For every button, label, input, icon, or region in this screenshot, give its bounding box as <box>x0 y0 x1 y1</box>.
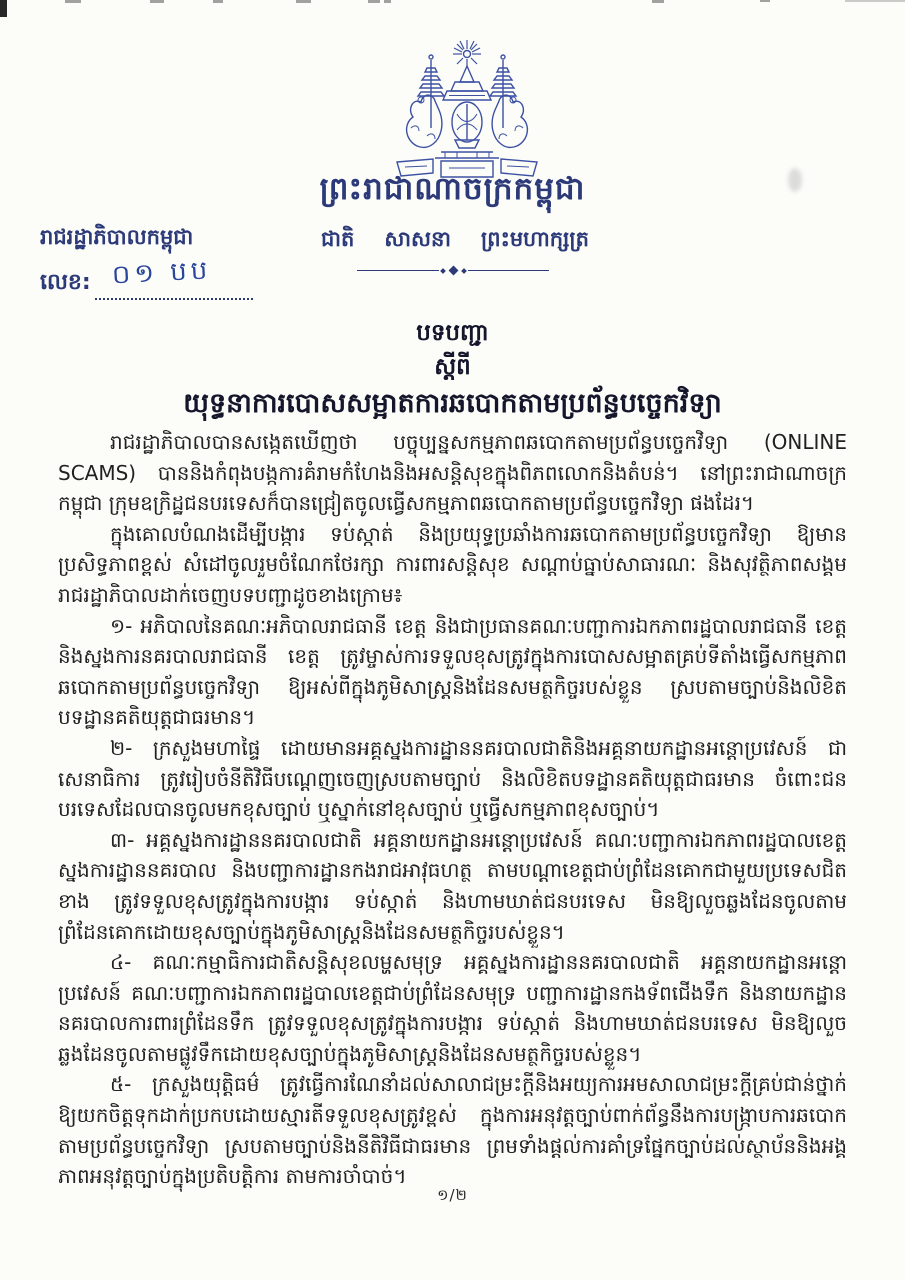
document-body <box>58 427 847 1192</box>
motto-divider-ornament <box>357 266 549 275</box>
scan-artifact <box>0 0 7 17</box>
scan-artifact <box>652 0 664 3</box>
paragraph-intro-1: រាជរដ្ឋាភិបាលបានសង្កេតឃើញថា បច្ចុប្បន្នសកម្មភាពឆបោកតាមប្រព័ន្ធបច្ចេកវិទ្យា (ONLINE SCAMS) បាននិងកំពុងបង្កការគំរាមកំហែងនិងអសន្តិសុខក្នុងពិភពលោកនិងតំបន់។ នៅព្រះរាជាណាចក្រកម្ពុជា ក្រុមឧក្រិដ្ឋជនបរទេសក៏បានជ្រៀតចូលធ្វើសកម្មភាពឆបោកតាមប្រព័ន្ធបច្ចេកវិទ្យា ផងដែរ។ <box>58 430 847 516</box>
handwritten-number: ០១ បប <box>111 255 212 291</box>
document-title-block <box>0 316 905 424</box>
scan-artifact <box>368 0 380 3</box>
scan-artifact <box>213 0 223 3</box>
paragraph-item-5: ៥- ក្រសួងយុត្តិធម៌ ត្រូវធ្វើការណែនាំដល់សាលាជម្រះក្តីនិងអយ្យការអមសាលាជម្រះក្តីគ្រប់ជាន់ថ្នាក់ ឱ្យយកចិត្តទុកដាក់ប្រកបដោយស្មារតីទទួលខុសត្រូវខ្ពស់ ក្នុងការអនុវត្តច្បាប់ពាក់ព័ន្ធនឹងការបង្ក្រាបការឆបោកតាមប្រព័ន្ធបច្ចេកវិទ្យា ស្របតាមច្បាប់និងនីតិវិធីជាធរមាន ព្រមទាំងផ្តល់ការគាំទ្រផ្នែកច្បាប់ដល់ស្ថាប័ននិងអង្គភាពអនុវត្តច្បាប់ក្នុងប្រតិបត្តិការ តាមការចាំបាច់។ <box>58 1072 847 1189</box>
scan-artifact <box>296 0 311 3</box>
number-label: លេខ: <box>40 270 91 295</box>
paragraph-item-1: ១- អភិបាលនៃគណៈអភិបាលរាជធានី ខេត្ត និងជាប្រធានគណៈបញ្ជាការឯកភាពរដ្ឋបាលរាជធានី ខេត្ត និងស្នងការនគរបាលរាជធានី ខេត្ត ត្រូវម្ចាស់ការទទួលខុសត្រូវក្នុងការបោសសម្អាតគ្រប់ទីតាំងធ្វើសកម្មភាពឆបោកតាមប្រព័ន្ធបច្ចេកវិទ្យា ឱ្យអស់ពីក្នុងភូមិសាស្ត្រនិងដែនសមត្ថកិច្ចរបស់ខ្លួន ស្របតាមច្បាប់និងលិខិតបទដ្ឋានគតិយុត្តជាធរមាន។ <box>58 613 847 730</box>
title-doc-type: បទបញ្ជា <box>416 320 489 346</box>
royal-arms-of-cambodia-icon <box>383 32 551 184</box>
scan-artifact <box>65 0 81 3</box>
scan-artifact <box>845 0 905 2</box>
motto-word-nation: ជាតិ <box>321 227 355 251</box>
national-motto <box>255 226 655 257</box>
document-number-line <box>40 255 253 308</box>
paragraph-item-4: ៤- គណៈកម្មាធិការជាតិសន្តិសុខលម្ហសមុទ្រ អគ្គស្នងការដ្ឋាននគរបាលជាតិ អគ្គនាយកដ្ឋានអន្តោប្រវេសន៍ គណៈបញ្ជាការឯកភាពរដ្ឋបាលខេត្តជាប់ព្រំដែនសមុទ្រ បញ្ជាការដ្ឋានកងទ័ពជើងទឹក និងនាយកដ្ឋាននគរបាលការពារព្រំដែនទឹក ត្រូវទទួលខុសត្រូវក្នុងការបង្ការ ទប់ស្កាត់ និងហាមឃាត់ជនបរទេស មិនឱ្យលួចឆ្លងដែនចូលតាមផ្លូវទឹកដោយខុសច្បាប់ក្នុងភូមិសាស្ត្រនិងដែនសមត្ថកិច្ចរបស់ខ្លួន។ <box>58 950 847 1066</box>
scan-artifact <box>150 0 164 3</box>
page-number: ១/២ <box>437 1186 468 1204</box>
scan-artifact <box>760 0 770 2</box>
motto-word-king: ព្រះមហាក្សត្រ <box>481 227 589 251</box>
government-label: រាជរដ្ឋាភិបាលកម្ពុជា <box>40 225 194 249</box>
paragraph-item-2: ២- ក្រសួងមហាផ្ទៃ ដោយមានអគ្គស្នងការដ្ឋាននគរបាលជាតិនិងអគ្គនាយកដ្ឋានអន្តោប្រវេសន៍ ជាសេនាធិការ ត្រូវរៀបចំនីតិវិធីបណ្តេញចេញស្របតាមច្បាប់ និងលិខិតបទដ្ឋានគតិយុត្តជាធរមាន ចំពោះជនបរទេសដែលបានចូលមកខុសច្បាប់ ឬស្នាក់នៅខុសច្បាប់ ឬធ្វើសកម្មភាពខុសច្បាប់។ <box>58 735 847 822</box>
title-regarding: ស្តីពី <box>434 354 471 380</box>
scan-artifact <box>384 0 391 3</box>
paragraph-item-3: ៣- អគ្គស្នងការដ្ឋាននគរបាលជាតិ អគ្គនាយកដ្ឋានអន្តោប្រវេសន៍ គណៈបញ្ជាការឯកភាពរដ្ឋបាលខេត្ត ស្នងការដ្ឋាននគរបាល និងបញ្ជាការដ្ឋានកងរាជអាវុធហត្ថ តាមបណ្តាខេត្តជាប់ព្រំដែនគោកជាមួយប្រទេសជិតខាង ត្រូវទទួលខុសត្រូវក្នុងការបង្ការ ទប់ស្កាត់ និងហាមឃាត់ជនបរទេស មិនឱ្យលួចឆ្លងដែនចូលតាមព្រំដែនគោកដោយខុសច្បាប់ក្នុងភូមិសាស្ត្រនិងដែនសមត្ថកិច្ចរបស់ខ្លួន។ <box>58 827 847 944</box>
kingdom-title: ព្រះរាជាណាចក្រកម្ពុជា <box>319 171 586 207</box>
title-subject: យុទ្ធនាការបោសសម្អាតការឆបោកតាមប្រព័ន្ធបច្ចេកវិទ្យា <box>183 388 722 419</box>
motto-word-religion: សាសនា <box>384 227 451 251</box>
paragraph-intro-2: ក្នុងគោលបំណងដើម្បីបង្ការ ទប់ស្កាត់ និងប្រយុទ្ធប្រឆាំងការឆបោកតាមប្រព័ន្ធបច្ចេកវិទ្យា ឱ្យមានប្រសិទ្ធភាពខ្ពស់ សំដៅចូលរួមចំណែកថែរក្សា ការពារសន្តិសុខ សណ្តាប់ធ្នាប់សាធារណៈ និងសុវត្ថិភាពសង្គម រាជរដ្ឋាភិបាលដាក់ចេញបទបញ្ជាដូចខាងក្រោម៖ <box>58 521 847 607</box>
